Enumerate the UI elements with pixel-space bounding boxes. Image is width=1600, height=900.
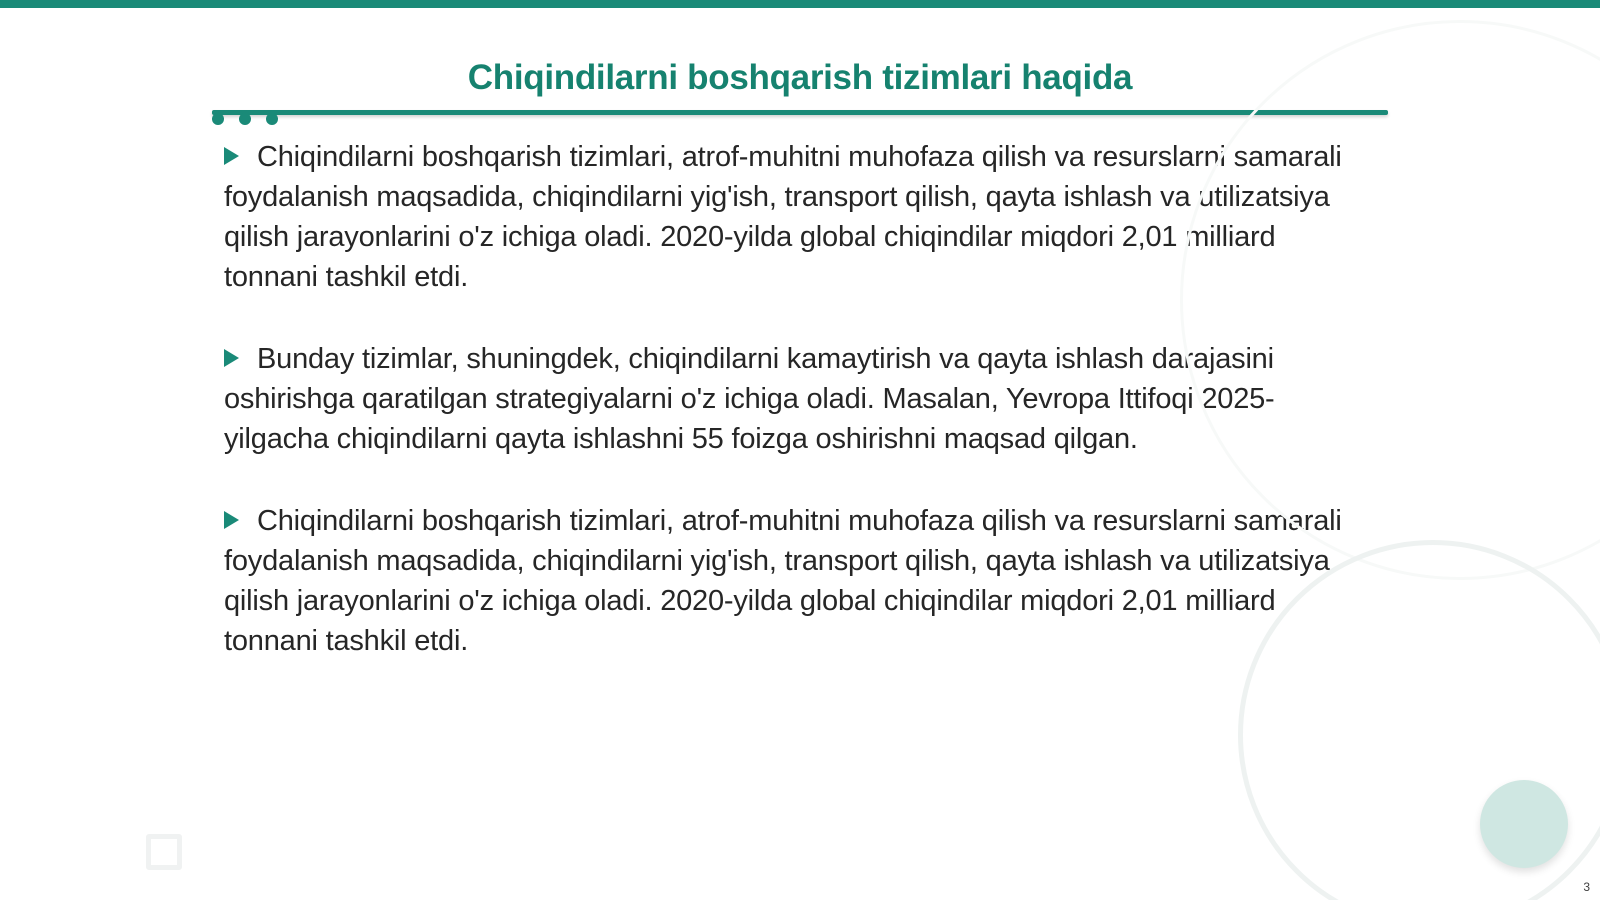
decorative-square [146,834,182,870]
triangle-right-icon [224,147,239,165]
title-underline [212,110,1388,115]
decorative-circle [1480,780,1568,868]
slide-title: Chiqindilarni boshqarish tizimlari haqida [467,58,1133,97]
top-accent-bar [0,0,1600,8]
decorative-dot [212,113,224,125]
bullet-text: Chiqindilarni boshqarish tizimlari, atrof-muhitni muhofaza qilish va resurslarni samarali foydalanish maqsadida, chiqindilarni yig'ish, transport qilish, qayta ishlash va utilizatsiya qilish jarayonlarini o'z ichiga oladi. 2020-yilda global chiqindilar miqdori 2,01 milliard tonnani tashkil etdi. [224,141,1342,293]
bullet-list [224,137,1354,703]
triangle-right-icon [224,511,239,529]
bullet-item [224,339,1354,459]
bullet-text: Chiqindilarni boshqarish tizimlari, atrof-muhitni muhofaza qilish va resurslarni samarali foydalanish maqsadida, chiqindilarni yig'ish, transport qilish, qayta ishlash va utilizatsiya qilish jarayonlarini o'z ichiga oladi. 2020-yilda global chiqindilar miqdori 2,01 milliard tonnani tashkil etdi. [224,505,1342,657]
page-number: 3 [1583,880,1590,894]
decorative-dot [266,113,278,125]
bullet-item [224,501,1354,661]
triangle-right-icon [224,349,239,367]
decorative-dot [239,113,251,125]
bullet-text: Bunday tizimlar, shuningdek, chiqindilarni kamaytirish va qayta ishlash darajasini oshirishga qaratilgan strategiyalarni o'z ichiga oladi. Masalan, Yevropa Ittifoqi 2025-yilgacha chiqindilarni qayta ishlashni 55 foizga oshirishni maqsad qilgan. [224,343,1275,455]
